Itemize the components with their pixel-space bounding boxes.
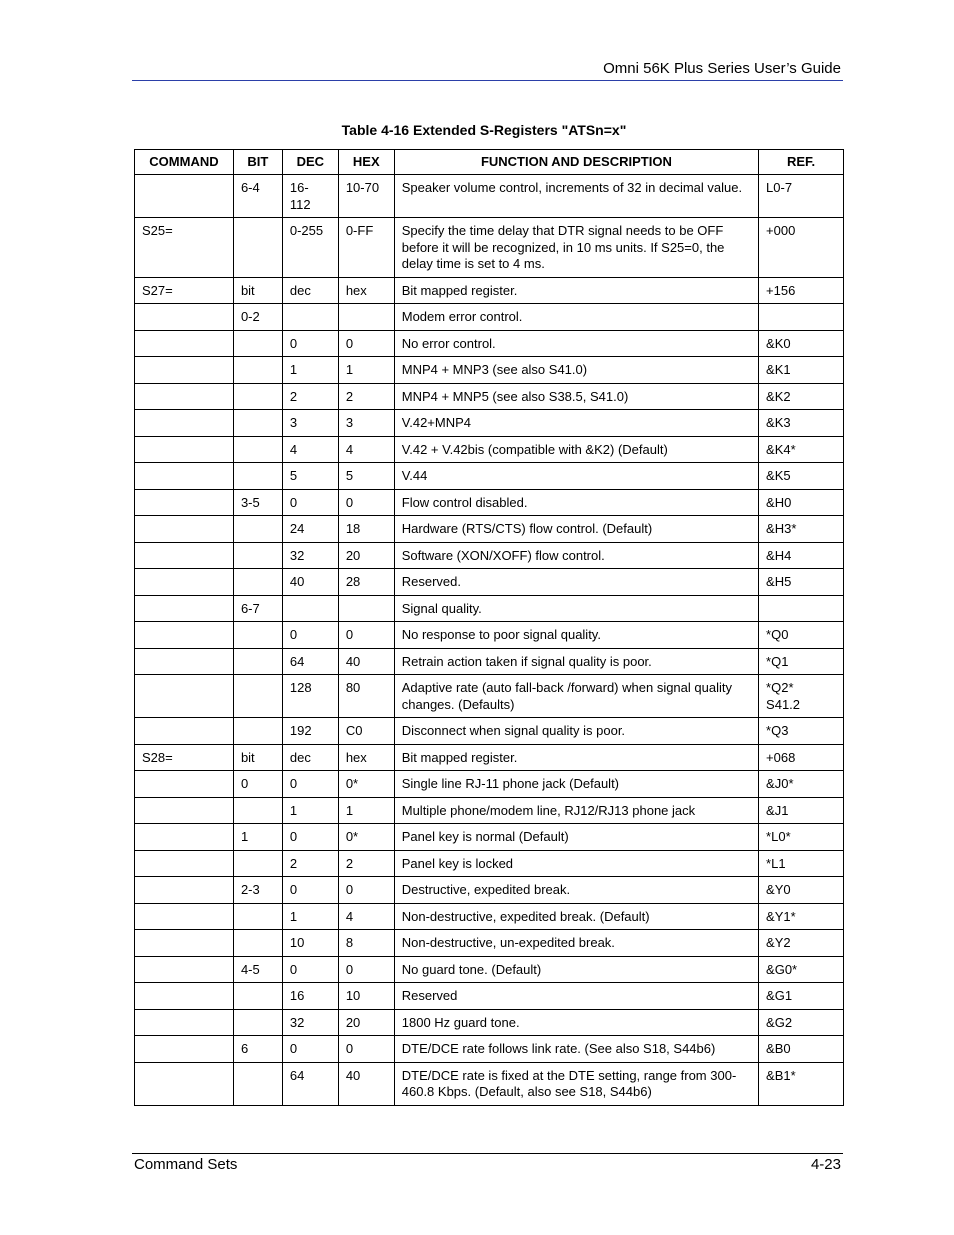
cell-bit	[233, 648, 282, 675]
table-row	[135, 304, 844, 331]
cell-dec: 0	[282, 489, 338, 516]
cell-bit	[233, 410, 282, 437]
table-row	[135, 489, 844, 516]
cell-command	[135, 1009, 234, 1036]
cell-hex: 2	[338, 383, 394, 410]
cell-hex	[338, 595, 394, 622]
cell-dec: 24	[282, 516, 338, 543]
cell-bit: 6-7	[233, 595, 282, 622]
cell-ref: &J1	[759, 797, 844, 824]
cell-ref: *Q0	[759, 622, 844, 649]
cell-bit: bit	[233, 744, 282, 771]
table-row	[135, 357, 844, 384]
cell-command	[135, 718, 234, 745]
cell-function: No error control.	[394, 330, 758, 357]
table-row	[135, 675, 844, 718]
cell-command	[135, 797, 234, 824]
cell-ref: +068	[759, 744, 844, 771]
cell-hex: C0	[338, 718, 394, 745]
cell-command	[135, 903, 234, 930]
cell-function: MNP4 + MNP5 (see also S38.5, S41.0)	[394, 383, 758, 410]
cell-hex	[338, 304, 394, 331]
cell-dec	[282, 595, 338, 622]
cell-command	[135, 877, 234, 904]
cell-ref: &G2	[759, 1009, 844, 1036]
cell-ref: +156	[759, 277, 844, 304]
cell-dec: 128	[282, 675, 338, 718]
cell-dec: 1	[282, 903, 338, 930]
cell-ref: *L1	[759, 850, 844, 877]
cell-command	[135, 304, 234, 331]
table-row	[135, 436, 844, 463]
table-row	[135, 718, 844, 745]
cell-function: Modem error control.	[394, 304, 758, 331]
cell-command	[135, 622, 234, 649]
table-row	[135, 330, 844, 357]
cell-bit	[233, 983, 282, 1010]
table-row	[135, 1036, 844, 1063]
cell-hex: 28	[338, 569, 394, 596]
cell-command	[135, 824, 234, 851]
cell-ref: &K3	[759, 410, 844, 437]
cell-ref: *Q1	[759, 648, 844, 675]
cell-function: Hardware (RTS/CTS) flow control. (Default)	[394, 516, 758, 543]
cell-bit: 2-3	[233, 877, 282, 904]
cell-function: Speaker volume control, increments of 32 in decimal value.	[394, 175, 758, 218]
cell-function: Non-destructive, un-expedited break.	[394, 930, 758, 957]
footer-page-number: 4-23	[810, 1156, 841, 1173]
cell-hex: 0	[338, 622, 394, 649]
cell-ref: &H4	[759, 542, 844, 569]
cell-dec: dec	[282, 744, 338, 771]
cell-hex: 3	[338, 410, 394, 437]
cell-dec: 3	[282, 410, 338, 437]
cell-function: V.42 + V.42bis (compatible with &K2) (Default)	[394, 436, 758, 463]
cell-hex: 5	[338, 463, 394, 490]
column-header-dec: DEC	[282, 150, 338, 175]
cell-ref: &Y0	[759, 877, 844, 904]
cell-dec: 4	[282, 436, 338, 463]
table-row	[135, 542, 844, 569]
cell-dec: 1	[282, 357, 338, 384]
cell-bit	[233, 330, 282, 357]
cell-ref: &B1*	[759, 1062, 844, 1105]
cell-hex: 4	[338, 436, 394, 463]
cell-dec	[282, 304, 338, 331]
cell-ref: L0-7	[759, 175, 844, 218]
cell-dec: 0	[282, 824, 338, 851]
cell-ref: +000	[759, 218, 844, 278]
cell-command: S25=	[135, 218, 234, 278]
cell-command: S27=	[135, 277, 234, 304]
cell-command	[135, 675, 234, 718]
cell-bit: 6	[233, 1036, 282, 1063]
cell-dec: 16	[282, 983, 338, 1010]
cell-hex: 0	[338, 956, 394, 983]
cell-function: Specify the time delay that DTR signal needs to be OFF before it will be recognized, in 10 ms units. If S25=0, the delay time is set to 4 ms.	[394, 218, 758, 278]
cell-command	[135, 542, 234, 569]
footer-divider	[132, 1153, 843, 1154]
cell-ref: &K5	[759, 463, 844, 490]
cell-dec: 0	[282, 622, 338, 649]
cell-hex: 1	[338, 357, 394, 384]
cell-hex: 40	[338, 648, 394, 675]
table-row	[135, 218, 844, 278]
cell-hex: hex	[338, 277, 394, 304]
table-row	[135, 383, 844, 410]
cell-bit	[233, 463, 282, 490]
cell-dec: 5	[282, 463, 338, 490]
table-row	[135, 277, 844, 304]
cell-hex: 40	[338, 1062, 394, 1105]
table-row	[135, 622, 844, 649]
table-row	[135, 410, 844, 437]
table-row	[135, 1062, 844, 1105]
cell-function: Flow control disabled.	[394, 489, 758, 516]
cell-function: Destructive, expedited break.	[394, 877, 758, 904]
cell-function: Single line RJ-11 phone jack (Default)	[394, 771, 758, 798]
table-row	[135, 824, 844, 851]
cell-ref: &H5	[759, 569, 844, 596]
cell-function: Reserved	[394, 983, 758, 1010]
cell-dec: dec	[282, 277, 338, 304]
cell-hex: 4	[338, 903, 394, 930]
cell-ref: &J0*	[759, 771, 844, 798]
cell-command	[135, 569, 234, 596]
cell-hex: 20	[338, 542, 394, 569]
cell-ref: &G0*	[759, 956, 844, 983]
table-row	[135, 1009, 844, 1036]
cell-dec: 2	[282, 850, 338, 877]
cell-command	[135, 930, 234, 957]
cell-bit	[233, 930, 282, 957]
cell-function: Panel key is locked	[394, 850, 758, 877]
column-header-command: COMMAND	[135, 150, 234, 175]
cell-bit: 3-5	[233, 489, 282, 516]
cell-dec: 2	[282, 383, 338, 410]
cell-ref: &H3*	[759, 516, 844, 543]
cell-bit: 0-2	[233, 304, 282, 331]
cell-command: S28=	[135, 744, 234, 771]
table-row	[135, 175, 844, 218]
cell-bit	[233, 383, 282, 410]
cell-dec: 1	[282, 797, 338, 824]
cell-hex: 0	[338, 489, 394, 516]
cell-hex: 20	[338, 1009, 394, 1036]
column-header-bit: BIT	[233, 150, 282, 175]
cell-bit: 6-4	[233, 175, 282, 218]
table-row	[135, 903, 844, 930]
cell-bit	[233, 850, 282, 877]
table-row	[135, 516, 844, 543]
cell-ref: &G1	[759, 983, 844, 1010]
cell-function: Bit mapped register.	[394, 277, 758, 304]
cell-dec: 16- 112	[282, 175, 338, 218]
cell-function: V.42+MNP4	[394, 410, 758, 437]
table-row	[135, 850, 844, 877]
cell-dec: 0	[282, 1036, 338, 1063]
cell-dec: 32	[282, 1009, 338, 1036]
cell-ref: *L0*	[759, 824, 844, 851]
cell-dec: 0-255	[282, 218, 338, 278]
cell-bit	[233, 675, 282, 718]
cell-function: No response to poor signal quality.	[394, 622, 758, 649]
cell-ref: &H0	[759, 489, 844, 516]
cell-hex: 0-FF	[338, 218, 394, 278]
cell-command	[135, 771, 234, 798]
cell-bit	[233, 622, 282, 649]
cell-ref	[759, 304, 844, 331]
cell-dec: 32	[282, 542, 338, 569]
footer-section-name: Command Sets	[134, 1156, 238, 1173]
column-header-hex: HEX	[338, 150, 394, 175]
cell-ref: *Q3	[759, 718, 844, 745]
cell-bit: bit	[233, 277, 282, 304]
cell-command	[135, 648, 234, 675]
cell-hex: 1	[338, 797, 394, 824]
cell-function: Software (XON/XOFF) flow control.	[394, 542, 758, 569]
cell-bit	[233, 516, 282, 543]
cell-function: V.44	[394, 463, 758, 490]
cell-hex: hex	[338, 744, 394, 771]
cell-dec: 40	[282, 569, 338, 596]
table-row	[135, 983, 844, 1010]
cell-command	[135, 357, 234, 384]
cell-function: Bit mapped register.	[394, 744, 758, 771]
cell-command	[135, 595, 234, 622]
table-caption: Table 4-16 Extended S-Registers "ATSn=x"	[341, 122, 627, 138]
cell-ref: &K2	[759, 383, 844, 410]
cell-command	[135, 175, 234, 218]
table-row	[135, 797, 844, 824]
cell-ref: &B0	[759, 1036, 844, 1063]
cell-function: Panel key is normal (Default)	[394, 824, 758, 851]
cell-command	[135, 516, 234, 543]
cell-function: Disconnect when signal quality is poor.	[394, 718, 758, 745]
cell-bit: 0	[233, 771, 282, 798]
cell-bit	[233, 542, 282, 569]
cell-bit	[233, 797, 282, 824]
table-row	[135, 648, 844, 675]
cell-bit	[233, 569, 282, 596]
table-row	[135, 463, 844, 490]
table-row	[135, 877, 844, 904]
cell-dec: 10	[282, 930, 338, 957]
cell-hex: 2	[338, 850, 394, 877]
cell-function: MNP4 + MNP3 (see also S41.0)	[394, 357, 758, 384]
cell-function: DTE/DCE rate follows link rate. (See also S18, S44b6)	[394, 1036, 758, 1063]
cell-command	[135, 1036, 234, 1063]
cell-command	[135, 956, 234, 983]
cell-bit	[233, 436, 282, 463]
cell-bit	[233, 357, 282, 384]
cell-hex: 0*	[338, 824, 394, 851]
cell-command	[135, 410, 234, 437]
cell-dec: 0	[282, 877, 338, 904]
cell-function: Reserved.	[394, 569, 758, 596]
table-row	[135, 771, 844, 798]
table-header-row	[135, 150, 844, 175]
cell-bit: 4-5	[233, 956, 282, 983]
column-header-ref: REF.	[759, 150, 844, 175]
cell-bit	[233, 218, 282, 278]
cell-bit	[233, 903, 282, 930]
cell-command	[135, 436, 234, 463]
cell-function: No guard tone. (Default)	[394, 956, 758, 983]
table-row	[135, 595, 844, 622]
cell-ref: *Q2* S41.2	[759, 675, 844, 718]
cell-dec: 64	[282, 1062, 338, 1105]
cell-command	[135, 983, 234, 1010]
table-body	[135, 175, 844, 1106]
cell-hex: 0	[338, 330, 394, 357]
cell-hex: 0	[338, 1036, 394, 1063]
cell-dec: 64	[282, 648, 338, 675]
cell-hex: 10	[338, 983, 394, 1010]
cell-hex: 8	[338, 930, 394, 957]
cell-command	[135, 850, 234, 877]
table-row	[135, 956, 844, 983]
cell-dec: 0	[282, 956, 338, 983]
cell-hex: 0	[338, 877, 394, 904]
cell-ref: &K0	[759, 330, 844, 357]
cell-command	[135, 463, 234, 490]
cell-function: Non-destructive, expedited break. (Default)	[394, 903, 758, 930]
cell-bit	[233, 718, 282, 745]
cell-command	[135, 383, 234, 410]
cell-hex: 80	[338, 675, 394, 718]
cell-command	[135, 1062, 234, 1105]
table-row	[135, 569, 844, 596]
cell-bit	[233, 1062, 282, 1105]
cell-function: Signal quality.	[394, 595, 758, 622]
cell-command	[135, 489, 234, 516]
cell-ref: &K1	[759, 357, 844, 384]
cell-hex: 0*	[338, 771, 394, 798]
cell-hex: 10-70	[338, 175, 394, 218]
header-divider	[132, 80, 843, 81]
cell-bit	[233, 1009, 282, 1036]
cell-ref: &Y2	[759, 930, 844, 957]
table-row	[135, 744, 844, 771]
s-registers-table	[134, 149, 844, 1106]
cell-ref: &K4*	[759, 436, 844, 463]
cell-function: Retrain action taken if signal quality is poor.	[394, 648, 758, 675]
cell-function: Multiple phone/modem line, RJ12/RJ13 phone jack	[394, 797, 758, 824]
cell-function: 1800 Hz guard tone.	[394, 1009, 758, 1036]
running-header-title: Omni 56K Plus Series User’s Guide	[603, 60, 841, 77]
cell-dec: 192	[282, 718, 338, 745]
cell-hex: 18	[338, 516, 394, 543]
cell-function: Adaptive rate (auto fall-back /forward) when signal quality changes. (Defaults)	[394, 675, 758, 718]
cell-function: DTE/DCE rate is fixed at the DTE setting, range from 300-460.8 Kbps. (Default, also see S18, S44b6)	[394, 1062, 758, 1105]
cell-ref: &Y1*	[759, 903, 844, 930]
cell-ref	[759, 595, 844, 622]
cell-command	[135, 330, 234, 357]
column-header-function: FUNCTION AND DESCRIPTION	[394, 150, 758, 175]
cell-bit: 1	[233, 824, 282, 851]
cell-dec: 0	[282, 771, 338, 798]
table-row	[135, 930, 844, 957]
cell-dec: 0	[282, 330, 338, 357]
